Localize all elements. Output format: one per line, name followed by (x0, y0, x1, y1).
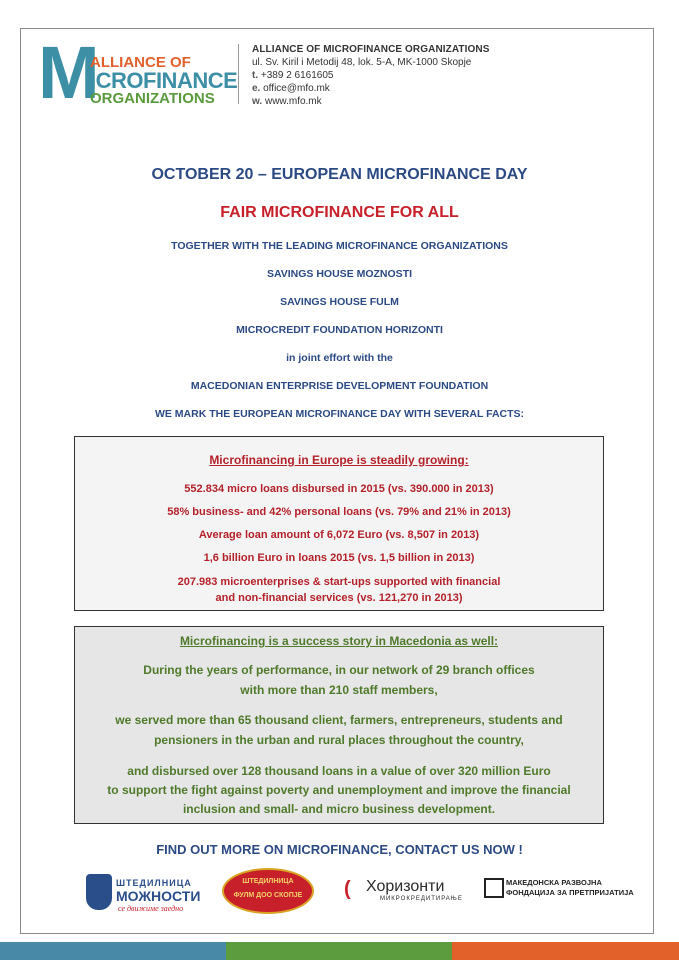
logo-line-3: ORGANIZATIONS (90, 90, 215, 107)
horizonti-logo (344, 876, 463, 906)
macedonia-facts-box (74, 626, 604, 824)
europe-facts-box (74, 436, 604, 611)
medf-logo (484, 876, 634, 906)
intro-line: TOGETHER WITH THE LEADING MICROFINANCE ORGANIZATIONS (171, 240, 508, 252)
org-name: ALLIANCE OF MICROFINANCE ORGANIZATIONS (252, 44, 490, 55)
footer-bar-orange (452, 942, 679, 960)
europe-box-heading: Microfinancing in Europe is steadily growing: (209, 453, 469, 467)
org-address: ul. Sv. Kiril i Metodij 48, lok. 5-A, MK-1000 Skopje (252, 57, 472, 68)
org-contact-block (252, 43, 490, 108)
moznosti-logo-line-2: МОЖНОСТИ (116, 888, 201, 904)
horizonti-logo-line-2: МИКРОКРЕДИТИРАЊЕ (380, 896, 463, 902)
europe-fact: and non-financial services (vs. 121,270 in 2013) (215, 592, 463, 604)
org-email-row (252, 82, 490, 95)
email-label: e. (252, 83, 261, 94)
moznosti-logo (86, 872, 201, 916)
intro-line: SAVINGS HOUSE FULM (280, 296, 399, 308)
org-web-row (252, 95, 490, 108)
horizonti-logo-line-1: Хоризонти (366, 878, 445, 895)
medf-square-icon (484, 878, 504, 898)
europe-fact: 58% business- and 42% personal loans (vs. 79% and 21% in 2013) (167, 506, 511, 518)
org-phone-row (252, 69, 490, 82)
fulm-logo (222, 868, 314, 912)
macedonia-box-heading: Microfinancing is a success story in Macedonia as well: (179, 634, 499, 648)
amfo-logo (38, 31, 238, 114)
call-to-action: FIND OUT MORE ON MICROFINANCE, CONTACT US NOW ! (156, 842, 523, 857)
footer-bar-green (226, 942, 452, 960)
intro-line: MACEDONIAN ENTERPRISE DEVELOPMENT FOUNDATION (190, 380, 489, 392)
intro-line: in joint effort with the (286, 352, 393, 364)
footer-bar-teal (0, 942, 226, 960)
macedonia-line: with more than 210 staff members, (240, 683, 438, 697)
web-label: w. (252, 96, 263, 107)
moznosti-logo-line-1: ШТЕДИЛНИЦА (116, 878, 192, 888)
europe-fact: Average loan amount of 6,072 Euro (vs. 8,507 in 2013) (198, 529, 480, 541)
intro-line: SAVINGS HOUSE MOZNOSTI (266, 268, 413, 280)
intro-line: WE MARK THE EUROPEAN MICROFINANCE DAY WITH SEVERAL FACTS: (154, 408, 525, 420)
page-subtitle: FAIR MICROFINANCE FOR ALL (220, 204, 459, 221)
medf-logo-line-1: МАКЕДОНСКА РАЗВОЈНА (506, 878, 602, 887)
shield-icon (86, 874, 112, 910)
logo-mark: M (38, 31, 97, 114)
logo-line-1: ALLIANCE OF (90, 54, 191, 71)
europe-fact: 207.983 microenterprises & start-ups supported with financial (177, 576, 501, 588)
fulm-logo-line-2: ФУЛМ ДОО СКОПЈЕ (233, 892, 303, 899)
org-email[interactable]: office@mfo.mk (263, 83, 330, 94)
org-website[interactable]: www.mfo.mk (264, 96, 322, 107)
macedonia-line: pensioners in the urban and rural places throughout the country, (154, 733, 524, 747)
macedonia-line: to support the fight against poverty and unemployment and improve the financial (107, 783, 571, 797)
org-phone: +389 2 6161605 (260, 70, 334, 81)
europe-fact: 552.834 micro loans disbursed in 2015 (vs. 390.000 in 2013) (184, 483, 494, 495)
macedonia-line: inclusion and small- and micro business development. (182, 802, 496, 816)
macedonia-line: and disbursed over 128 thousand loans in a value of over 320 million Euro (127, 764, 551, 778)
intro-line: MICROCREDIT FOUNDATION HORIZONTI (236, 324, 443, 336)
fulm-logo-line-1: ШТЕДИЛНИЦА (242, 878, 294, 885)
fulm-oval-emblem (222, 868, 314, 914)
phone-label: t. (252, 70, 259, 81)
logo-line-2: ICROFINANCE (90, 68, 238, 93)
moznosti-logo-line-3: се движиме заедно (118, 904, 184, 913)
medf-logo-line-2: ФОНДАЦИЈА ЗА ПРЕТПРИЈАТИЈА (506, 888, 634, 897)
macedonia-line: During the years of performance, in our network of 29 branch offices (143, 663, 535, 677)
header-divider (238, 44, 239, 104)
macedonia-line: we served more than 65 thousand client, farmers, entrepreneurs, students and (115, 713, 563, 727)
europe-fact: 1,6 billion Euro in loans 2015 (vs. 1,5 billion in 2013) (203, 552, 475, 564)
page-title: OCTOBER 20 – EUROPEAN MICROFINANCE DAY (151, 166, 528, 183)
horizonti-swoosh-icon: ( (344, 878, 351, 900)
